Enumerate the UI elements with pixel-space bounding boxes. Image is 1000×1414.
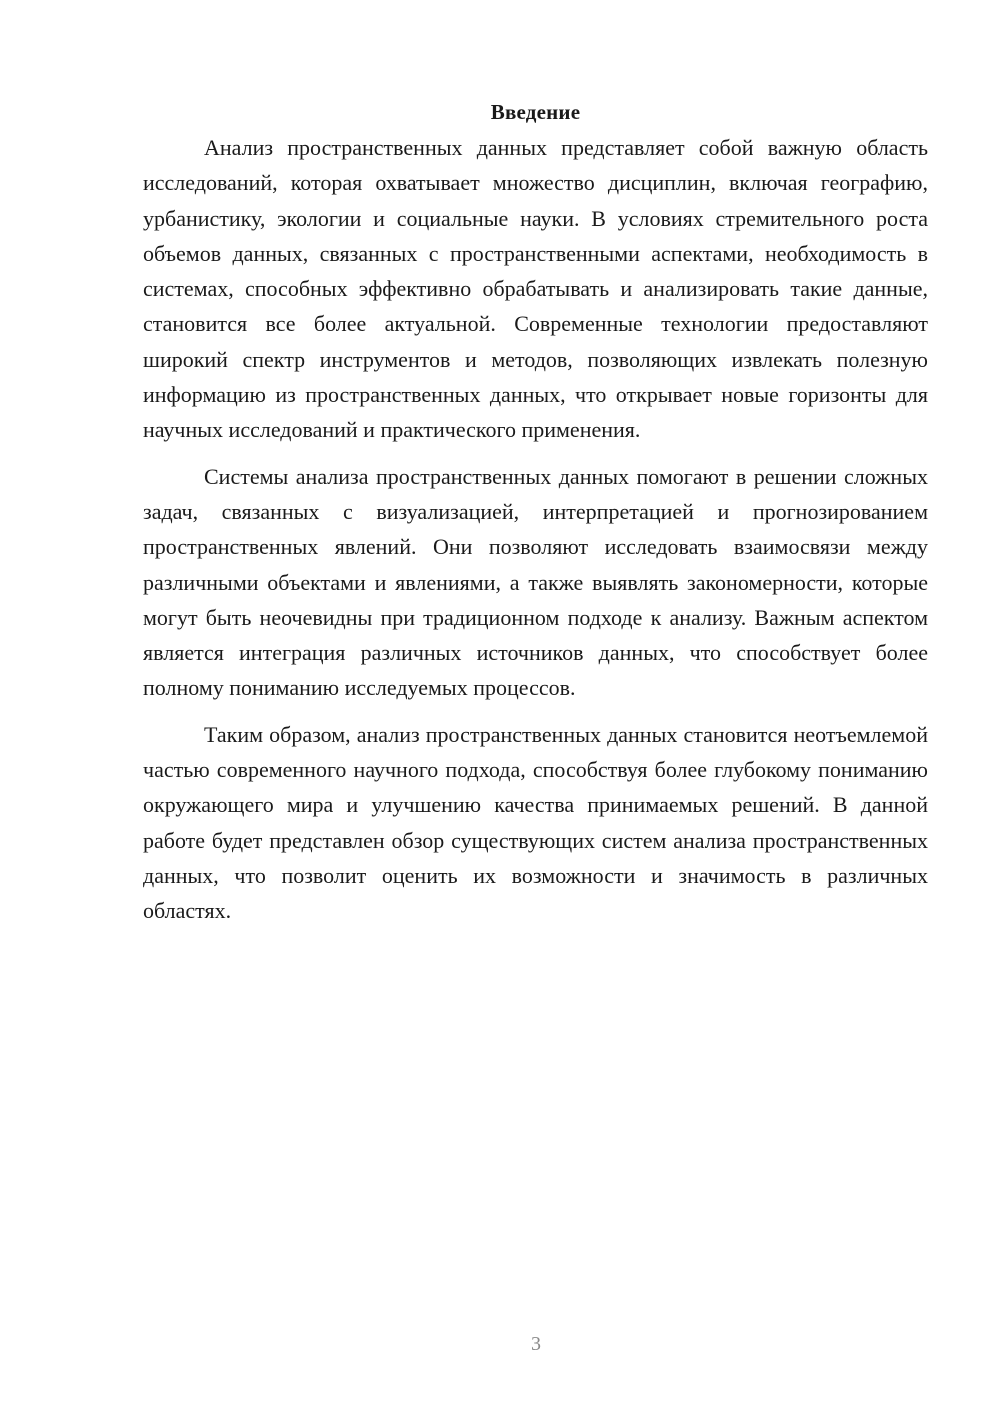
page-number: 3 xyxy=(531,1333,541,1355)
paragraph-1: Анализ пространственных данных представляет собой важную область исследований, которая охватывает множество дисциплин, включая географию, урбанистику, экологии и социальные науки. В условиях стремительного роста объемов данных, связанных с пространственными аспектами, необходимость в системах, способных эффективно обрабатывать и анализировать такие данные, становится все более актуальной. Современные технологии предоставляют широкий спектр инструментов и методов, позволяющих извлекать полезную информацию из пространственных данных, что открывает новые горизонты для научных исследований и практического применения. xyxy=(143,135,928,443)
section-heading: Введение xyxy=(490,100,581,124)
paragraph-2: Системы анализа пространственных данных помогают в решении сложных задач, связанных с визуализацией, интерпретацией и прогнозированием пространственных явлений. Они позволяют исследовать взаимосвязи между различными объектами и явлениями, а также выявлять закономерности, которые могут быть неочевидны при традиционном подходе к анализу. Важным аспектом является интеграция различных источников данных, что способствует более полному пониманию исследуемых процессов. xyxy=(143,463,928,701)
paragraph-3: Таким образом, анализ пространственных данных становится неотъемлемой частью современного научного подхода, способствуя более глубокому пониманию окружающего мира и улучшению качества принимаемых решений. В данной работе будет представлен обзор существующих систем анализа пространственных данных, что позволит оценить их возможности и значимость в различных областях. xyxy=(143,721,928,924)
page-content xyxy=(143,94,928,929)
